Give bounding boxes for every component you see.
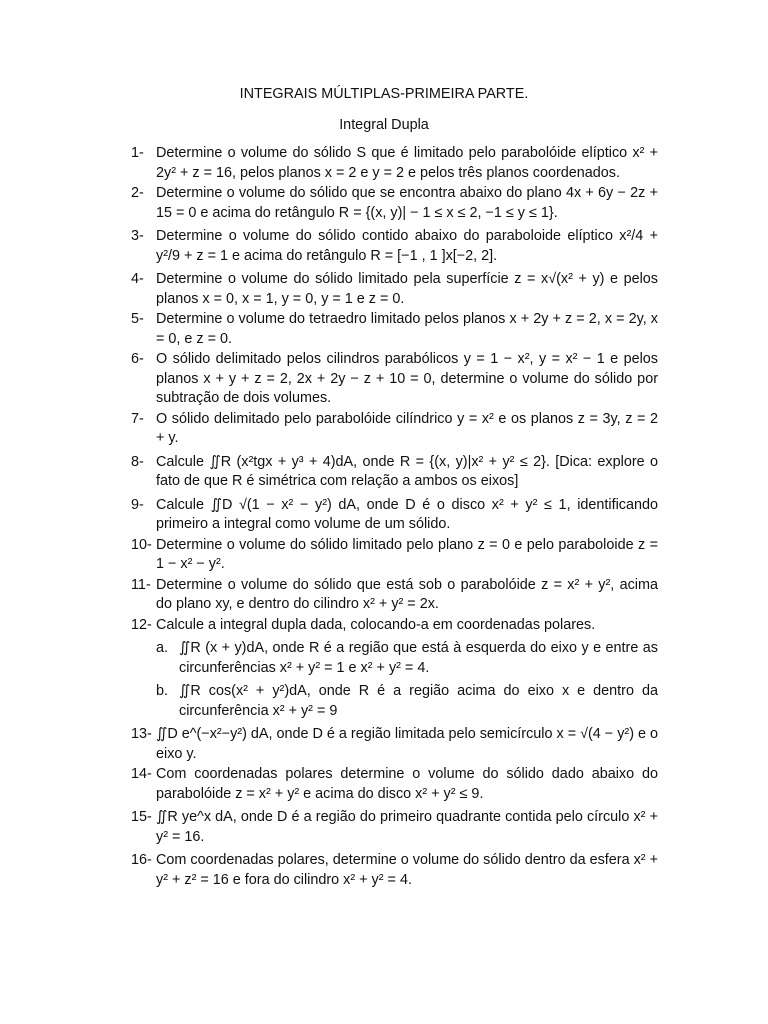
exercise-item xyxy=(0,808,768,847)
exercise-text: ∬D e^(−x²−y²) dA, onde D é a região limitada pelo semicírculo x = √(4 − y²) e o eixo y. xyxy=(156,726,658,762)
exercise-number: 2- xyxy=(131,185,144,201)
exercise-text: O sólido delimitado pelos cilindros parabólicos y = 1 − x², y = x² − 1 e pelos planos x + y + z = 2, 2x + 2y − z + 10 = 0, determine o volume do sólido por subtração de dois volumes. xyxy=(156,351,658,406)
subitem-letter: b. xyxy=(156,683,169,699)
exercise-item xyxy=(0,270,768,309)
exercise-text: Determine o volume do sólido limitado pelo plano z = 0 e pelo paraboloide z = 1 − x² − y². xyxy=(156,536,658,572)
exercise-item xyxy=(0,227,768,266)
exercise-item xyxy=(0,496,768,535)
exercise-number: 12- xyxy=(131,616,152,633)
exercise-number: 6- xyxy=(131,351,144,367)
exercise-number: 9- xyxy=(131,496,144,513)
exercise-subitem xyxy=(0,639,768,678)
exercise-number: 13- xyxy=(131,726,152,742)
exercise-text: Determine o volume do sólido S que é limitado pelo parabolóide elíptico x² + 2y² + z = 16, pelos planos x = 2 e y = 2 e pelos três planos coordenados. xyxy=(156,145,658,181)
exercise-text: Com coordenadas polares, determine o volume do sólido dentro da esfera x² + y² + z² = 16 e fora do cilindro x² + y² = 4. xyxy=(156,852,658,888)
exercise-item xyxy=(0,725,768,764)
exercise-number: 4- xyxy=(131,271,144,287)
exercise-text: Determine o volume do sólido contido abaixo do paraboloide elíptico x²/4 + y²/9 + z = 1 e acima do retângulo R = [−1 , 1 ]x[−2, 2]. xyxy=(156,228,658,264)
exercise-text: Calcule a integral dupla dada, colocando-a em coordenadas polares. xyxy=(156,616,596,633)
exercise-number: 11- xyxy=(131,576,151,593)
exercise-item xyxy=(0,144,768,183)
exercise-text: ∬R ye^x dA, onde D é a região do primeiro quadrante contida pelo círculo x² + y² = 16. xyxy=(156,809,658,845)
exercise-subitem xyxy=(0,682,768,721)
exercise-item xyxy=(0,765,768,804)
subitem-text: ∬R cos(x² + y²)dA, onde R é a região acima do eixo x e dentro da circunferência x² + y² = 9 xyxy=(179,683,658,719)
exercise-item xyxy=(0,453,768,492)
exercise-text: Determine o volume do sólido que está sob o parabolóide z = x² + y², acima do plano xy, e dentro do cilindro x² + y² = 2x. xyxy=(156,576,658,612)
exercise-item xyxy=(0,576,768,615)
exercise-item xyxy=(0,410,768,449)
exercise-number: 8- xyxy=(131,453,144,470)
exercise-item xyxy=(0,310,768,349)
exercise-number: 10- xyxy=(131,536,152,553)
subitem-text: ∬R (x + y)dA, onde R é a região que está à esquerda do eixo y e entre as circunferências x² + y² = 1 e x² + y² = 4. xyxy=(179,640,658,676)
exercise-item xyxy=(0,616,768,636)
section-subtitle: Integral Dupla xyxy=(339,117,429,133)
exercise-item xyxy=(0,536,768,575)
subitem-letter: a. xyxy=(156,640,169,656)
exercise-list xyxy=(0,144,768,891)
exercise-number: 5- xyxy=(131,311,144,327)
exercise-text: O sólido delimitado pelo parabolóide cilíndrico y = x² e os planos z = 3y, z = 2 + y. xyxy=(156,410,658,446)
exercise-text: Com coordenadas polares determine o volume do sólido dado abaixo do parabolóide z = x² + y² e acima do disco x² + y² ≤ 9. xyxy=(156,766,658,802)
exercise-item xyxy=(0,851,768,890)
exercise-item xyxy=(0,350,768,409)
exercise-text: Determine o volume do sólido que se encontra abaixo do plano 4x + 6y − 2z + 15 = 0 e acima do retângulo R = {(x, y)| − 1 ≤ x ≤ 2, −1 ≤ y ≤ 1}. xyxy=(156,185,658,221)
exercise-number: 16- xyxy=(131,852,152,868)
exercise-text: Calcule ∬D √(1 − x² − y²) dA, onde D é o disco x² + y² ≤ 1, identificando primeiro a integral como volume de um sólido. xyxy=(156,496,658,532)
exercise-text: Determine o volume do tetraedro limitado pelos planos x + 2y + z = 2, x = 2y, x = 0, e z = 0. xyxy=(156,311,658,347)
exercise-text: Determine o volume do sólido limitado pela superfície z = x√(x² + y) e pelos planos x = 0, x = 1, y = 0, y = 1 e z = 0. xyxy=(156,271,658,307)
exercise-number: 14- xyxy=(131,766,152,782)
page-title: INTEGRAIS MÚLTIPLAS-PRIMEIRA PARTE. xyxy=(239,86,529,102)
exercise-number: 3- xyxy=(131,228,144,244)
exercise-number: 7- xyxy=(131,410,144,427)
exercise-item xyxy=(0,184,768,223)
exercise-number: 15- xyxy=(131,809,152,825)
exercise-number: 1- xyxy=(131,145,144,161)
exercise-text: Calcule ∬R (x²tgx + y³ + 4)dA, onde R = {(x, y)|x² + y² ≤ 2}. [Dica: explore o fato de que R é simétrica com relação a ambos os eixos] xyxy=(156,453,658,489)
